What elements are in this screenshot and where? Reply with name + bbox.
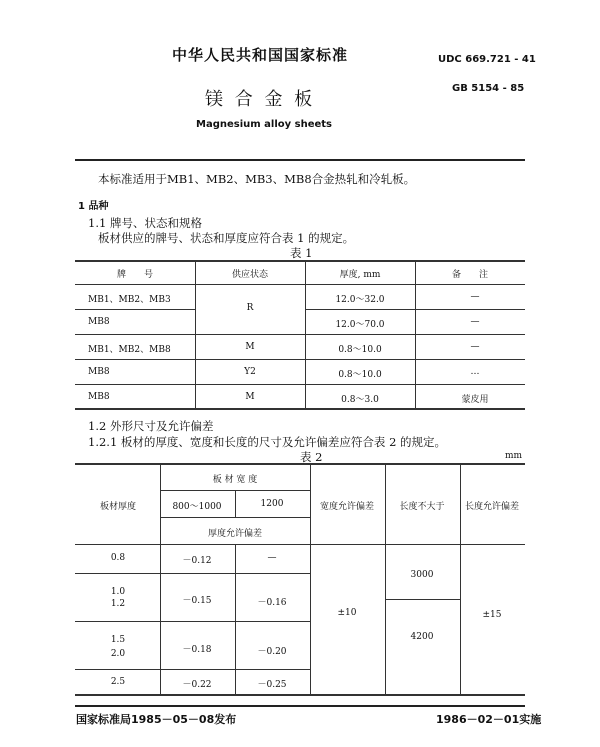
table-cell: －0.15 <box>182 596 212 606</box>
table1-header-note: 备 注 <box>451 270 489 280</box>
table-row: MB1、MB2、MB8 <box>88 345 171 355</box>
table2-caption: 表 2 <box>300 450 323 464</box>
table2-header-width-group: 板 材 宽 度 <box>212 475 258 485</box>
table2-header-thickness: 板材厚度 <box>99 502 137 512</box>
doc-title: 镁 合 金 板 <box>205 89 316 110</box>
table-cell: 0.8～10.0 <box>338 345 382 355</box>
table-cell: －0.12 <box>182 556 212 566</box>
table-row: MB1、MB2、MB3 <box>88 295 171 305</box>
section-1-1-text: 板材供应的牌号、状态和厚度应符合表 1 的规定。 <box>98 231 355 245</box>
table-row: MB8 <box>88 392 110 402</box>
table2-header-tolerance: 厚度允许偏差 <box>207 529 263 539</box>
table-cell: 12.0～32.0 <box>335 295 385 305</box>
table-cell: －0.16 <box>257 598 287 608</box>
issued-date: 国家标准局1985－05－08发布 <box>76 713 237 726</box>
table-cell: M <box>245 392 255 402</box>
standard-number: GB 5154 - 85 <box>452 83 525 94</box>
table-cell: — <box>470 292 480 302</box>
table-row: 1.5 2.0 <box>110 635 126 659</box>
table1-header-thickness: 厚度, mm <box>339 270 381 280</box>
section-1-1-heading: 1.1 牌号、状态和规格 <box>88 216 202 230</box>
table2-unit: mm <box>505 451 523 461</box>
table-row: 2.5 <box>110 677 126 687</box>
table2-width-tolerance: ±10 <box>337 608 357 618</box>
table-cell: 0.8～10.0 <box>338 370 382 380</box>
table-cell: －0.20 <box>257 647 287 657</box>
table1-header-grade: 牌 号 <box>116 270 154 280</box>
table2-header-width-tol: 宽度允许偏差 <box>319 502 375 512</box>
doc-title-en: Magnesium alloy sheets <box>196 119 333 130</box>
table-cell-merged-state: R <box>246 303 254 313</box>
table-cell: — <box>267 553 277 563</box>
table-cell: 12.0～70.0 <box>335 320 385 330</box>
table2-header-width-a: 800～1000 <box>172 502 222 512</box>
table-cell: M <box>245 342 255 352</box>
intro-text: 本标准适用于MB1、MB2、MB3、MB8合金热轧和冷轧板。 <box>98 172 416 186</box>
table1-caption: 表 1 <box>290 246 313 260</box>
table-cell: －0.18 <box>182 645 212 655</box>
table-cell: — <box>470 342 480 352</box>
table2-header-length: 长度不大于 <box>399 502 445 512</box>
header-rule <box>75 159 525 161</box>
table1-header-state: 供应状态 <box>231 270 269 280</box>
footer-rule <box>75 705 525 707</box>
table-row: MB8 <box>88 317 110 327</box>
table2-header-width-b: 1200 <box>260 499 284 509</box>
table2-length-3000: 3000 <box>410 570 434 580</box>
table2-length-tolerance: ±15 <box>482 610 502 620</box>
table-row: 1.0 1.2 <box>110 587 126 609</box>
table-cell: … <box>470 367 480 377</box>
table-cell: — <box>470 317 480 327</box>
table-row: MB8 <box>88 367 110 377</box>
effective-date: 1986－02－01实施 <box>436 713 542 726</box>
udc-code: UDC 669.721 - 41 <box>438 54 536 65</box>
section-1-heading: 1 品种 <box>78 201 109 212</box>
table-cell: 蒙皮用 <box>461 395 489 405</box>
section-1-2-heading: 1.2 外形尺寸及允许偏差 <box>88 419 214 433</box>
table-cell: Y2 <box>244 367 256 377</box>
section-1-2-1-text: 1.2.1 板材的厚度、宽度和长度的尺寸及允许偏差应符合表 2 的规定。 <box>88 435 447 449</box>
table-cell: －0.25 <box>257 680 287 690</box>
table-cell: －0.22 <box>182 680 212 690</box>
table2-header-length-tol: 长度允许偏差 <box>464 502 520 512</box>
table-row: 0.8 <box>110 553 126 563</box>
table2-length-4200: 4200 <box>410 632 434 642</box>
national-standard-title: 中华人民共和国国家标准 <box>172 46 349 64</box>
table-cell: 0.8～3.0 <box>341 395 379 405</box>
